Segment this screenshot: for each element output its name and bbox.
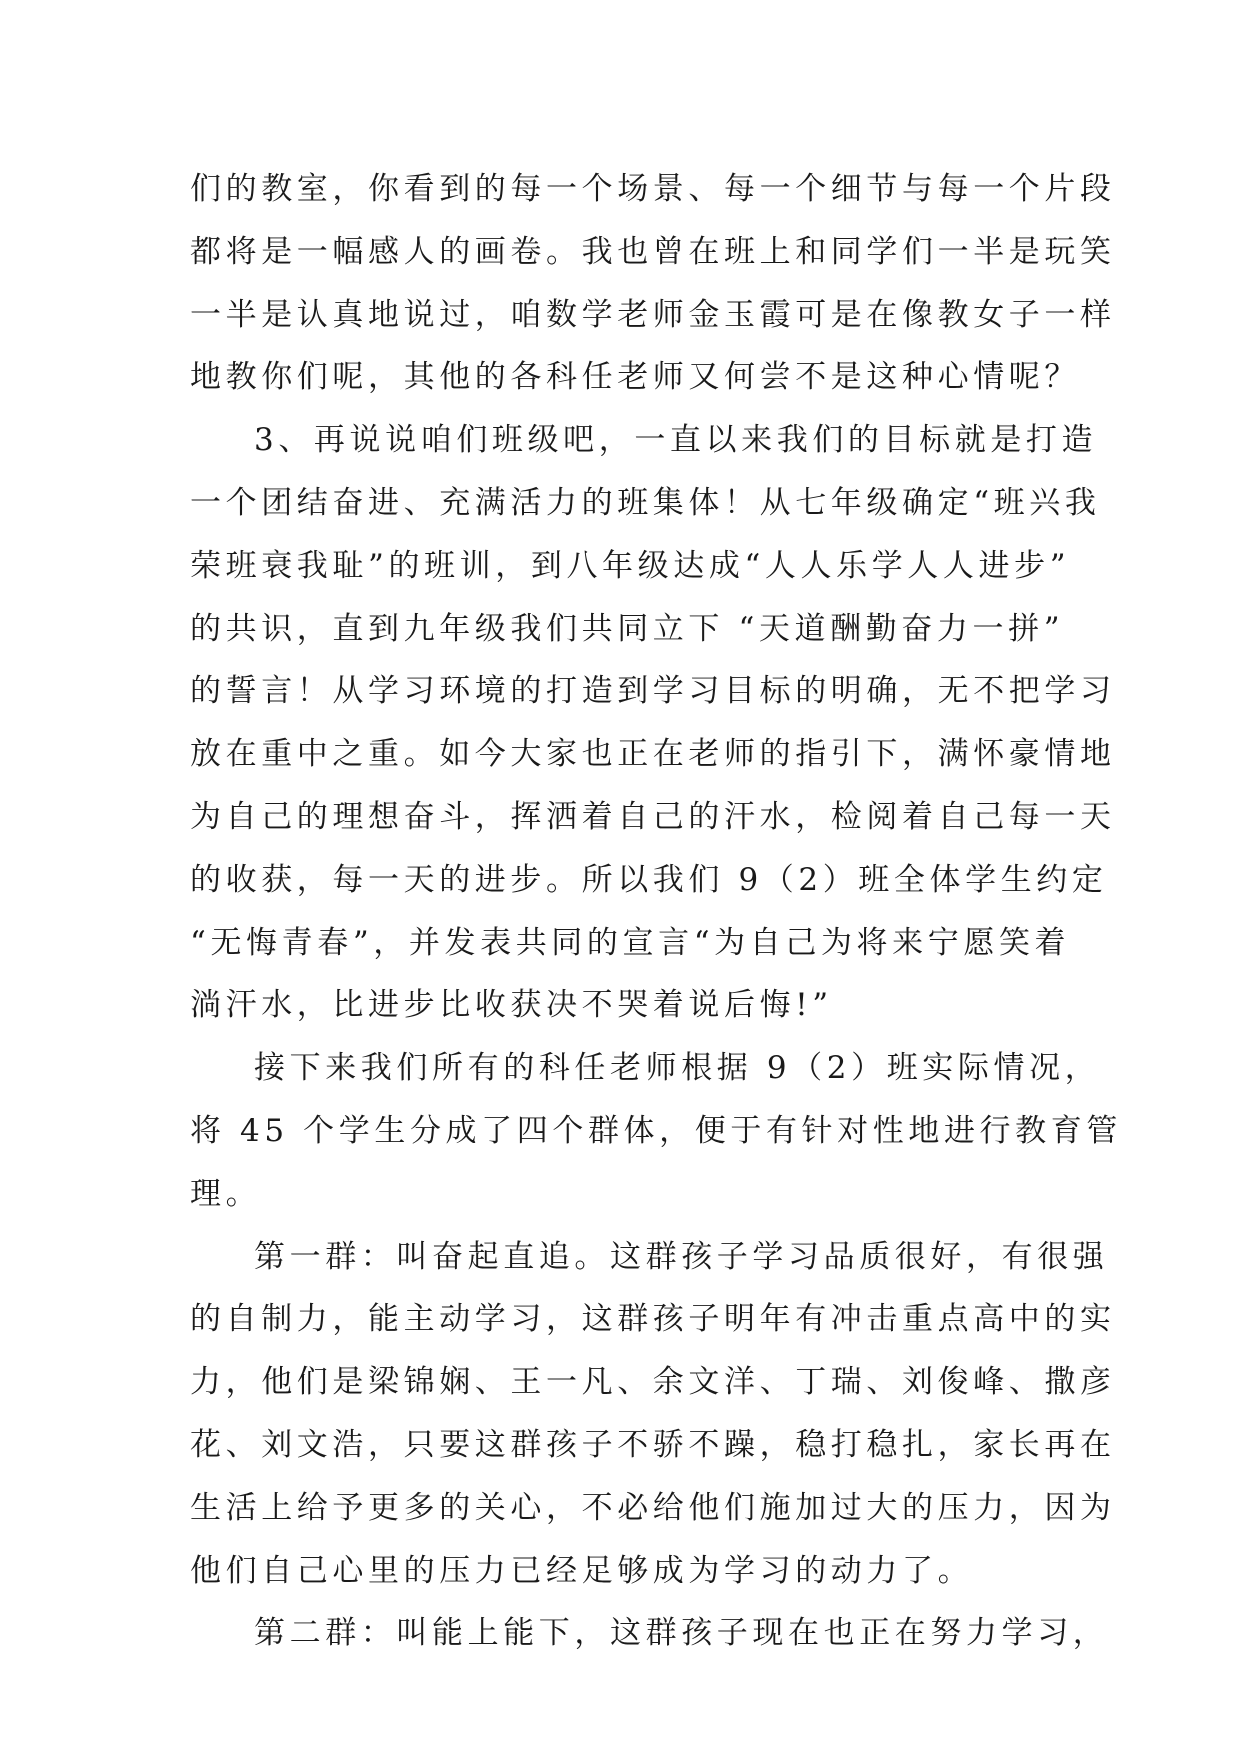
- text-line: 的自制力，能主动学习，这群孩子明年有冲击重点高中的实: [190, 1301, 1116, 1338]
- text-line: 的共识，直到九年级我们共同立下 “天道酬勤奋力一拼”: [190, 610, 1065, 647]
- text-line: 的收获，每一天的进步。所以我们 9（2）班全体学生约定: [190, 861, 1108, 898]
- paragraph-group-two: [190, 1602, 1109, 1665]
- paragraph-group-one: [190, 1226, 1116, 1603]
- text-line: 生活上给予更多的关心，不必给他们施加过大的压力，因为: [190, 1489, 1116, 1526]
- text-line: 们的教室，你看到的每一个场景、每一个细节与每一个片段: [190, 171, 1116, 207]
- document-body: [190, 158, 1122, 1665]
- text-line: 第二群：叫能上能下，这群孩子现在也正在努力学习，: [254, 1615, 1109, 1652]
- text-line: 都将是一幅感人的画卷。我也曾在班上和同学们一半是玩笑: [190, 233, 1116, 270]
- paragraph-student-groups: [190, 1037, 1122, 1225]
- text-line: 花、刘文浩，只要这群孩子不骄不躁，稳打稳扎，家长再在: [190, 1426, 1116, 1463]
- text-line: 将 45 个学生分成了四个群体，便于有针对性地进行教育管: [190, 1112, 1122, 1149]
- text-line: 3、再说说咱们班级吧，一直以来我们的目标就是打造: [254, 422, 1098, 459]
- text-line: 淌汗水，比进步比收获决不哭着说后悔!”: [190, 987, 833, 1024]
- text-line: 一半是认真地说过，咱数学老师金玉霞可是在像教女子一样: [190, 296, 1116, 333]
- text-line: 接下来我们所有的科任老师根据 9（2）班实际情况，: [254, 1050, 1101, 1087]
- text-line: 荣班衰我耻”的班训，到八年级达成“人人乐学人人进步”: [190, 547, 1071, 584]
- text-line: 第一群：叫奋起直追。这群孩子学习品质很好，有很强: [254, 1238, 1109, 1275]
- text-line: 他们自己心里的压力已经足够成为学习的动力了。: [190, 1552, 974, 1589]
- text-line: 理。: [190, 1175, 262, 1212]
- text-line: 为自己的理想奋斗，挥洒着自己的汗水，检阅着自己每一天: [190, 798, 1116, 835]
- paragraph-classroom: [190, 158, 1116, 409]
- text-line: 放在重中之重。如今大家也正在老师的指引下，满怀豪情地: [190, 736, 1116, 773]
- paragraph-class-goals: [190, 409, 1116, 1037]
- text-line: 力，他们是梁锦娴、王一凡、余文洋、丁瑞、刘俊峰、撒彦: [190, 1364, 1116, 1401]
- text-line: 地教你们呢，其他的各科任老师又何尝不是这种心情呢？: [190, 359, 1080, 396]
- text-line: 一个团结奋进、充满活力的班集体！从七年级确定“班兴我: [190, 484, 1101, 521]
- text-line: “无悔青春”，并发表共同的宣言“为自己为将来宁愿笑着: [190, 924, 1071, 961]
- text-line: 的誓言！从学习环境的打造到学习目标的明确，无不把学习: [190, 673, 1116, 710]
